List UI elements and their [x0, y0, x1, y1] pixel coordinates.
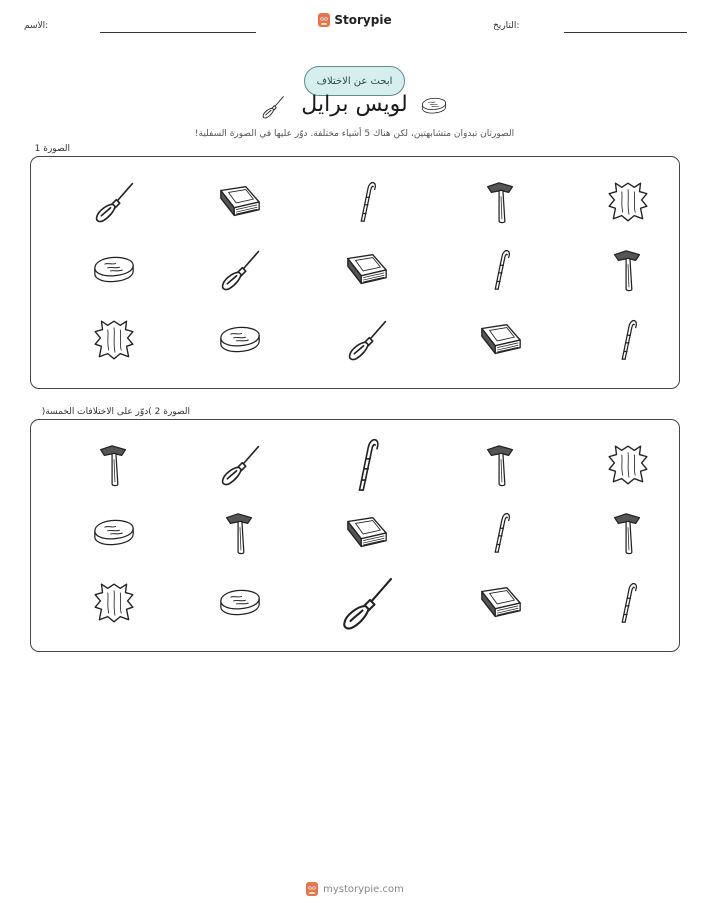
brand-name: Storypie	[334, 13, 392, 27]
picture2-label: الصورة 2 )دوّر على الاختلافات الخمسة(	[41, 407, 190, 417]
hammer-icon[interactable]	[91, 442, 137, 488]
soap-bar-icon	[420, 95, 448, 117]
awl-icon[interactable]	[217, 442, 263, 488]
cane-icon	[344, 179, 390, 225]
leather-hide-icon	[605, 179, 651, 225]
book-icon[interactable]	[478, 580, 524, 626]
instructions-text: الصورتان تبدوان متشابهتين، لكن هناك 5 أشياء مختلفة. دوّر عليها في الصورة السفلية!	[194, 129, 515, 139]
leather-hide-icon[interactable]	[91, 580, 137, 626]
soap-bar-icon[interactable]	[217, 580, 263, 626]
hammer-icon[interactable]	[217, 510, 263, 556]
book-icon	[344, 247, 390, 293]
soap-bar-icon[interactable]	[91, 510, 137, 556]
book-icon	[217, 179, 263, 225]
name-label: الاسم:	[24, 21, 49, 31]
awl-icon	[344, 317, 390, 363]
cane-icon	[478, 247, 524, 293]
footer	[0, 881, 709, 900]
date-label: التاريخ:	[493, 21, 520, 31]
storypie-logo-icon	[305, 881, 319, 897]
brand-header	[0, 12, 709, 31]
picture2-panel[interactable]	[30, 419, 680, 652]
leather-hide-icon[interactable]	[605, 442, 651, 488]
picture1-label: الصورة 1	[34, 144, 70, 154]
pill-label: ابحث عن الاختلاف	[316, 75, 393, 87]
cane-icon[interactable]	[337, 435, 397, 495]
hammer-icon[interactable]	[605, 510, 651, 556]
storypie-logo-icon	[317, 12, 331, 28]
hammer-icon	[478, 179, 524, 225]
leather-hide-icon	[91, 317, 137, 363]
picture1-panel	[30, 156, 680, 389]
soap-bar-icon	[217, 317, 263, 363]
date-line[interactable]	[564, 32, 687, 33]
cane-icon[interactable]	[478, 510, 524, 556]
footer-url: mystorypie.com	[323, 883, 404, 895]
soap-bar-icon	[91, 247, 137, 293]
cane-icon[interactable]	[605, 580, 651, 626]
awl-icon[interactable]	[337, 573, 397, 633]
page-title: لويس برايل	[301, 92, 408, 117]
book-icon[interactable]	[344, 510, 390, 556]
name-line[interactable]	[100, 32, 256, 33]
hammer-icon	[605, 247, 651, 293]
cane-icon	[605, 317, 651, 363]
awl-icon	[91, 179, 137, 225]
hammer-icon[interactable]	[478, 442, 524, 488]
book-icon	[478, 317, 524, 363]
awl-icon	[217, 247, 263, 293]
